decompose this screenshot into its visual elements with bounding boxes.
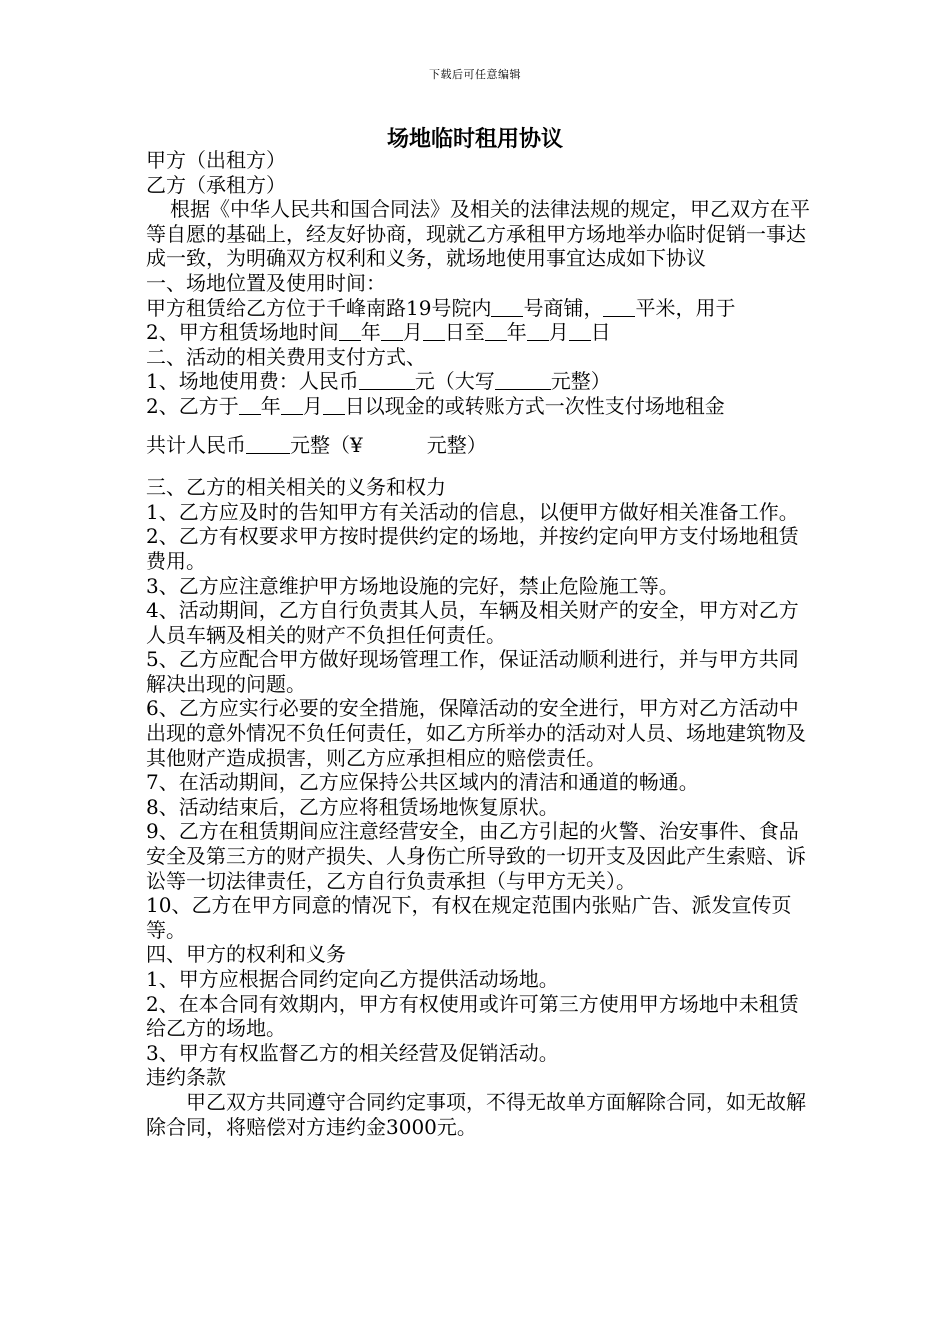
text-fragment: 元整）	[550, 369, 611, 394]
text-fragment: 日至	[444, 320, 485, 345]
text-fragment: 共计人民币	[146, 432, 246, 457]
section-3-item: 6、乙方应实行必要的安全措施，保障活动的安全进行，甲方对乙方活动中出现的意外情况不负任何责任，如乙方所举办的活动对人员、场地建筑物及其他财产造成损害，则乙方应承担相应的赔偿责任。	[146, 696, 806, 770]
section-4-item: 3、甲方有权监督乙方的相关经营及促销活动。	[146, 1040, 559, 1065]
document-body	[146, 148, 818, 1139]
fill-blank	[281, 396, 303, 415]
breach-heading: 违约条款	[146, 1065, 226, 1090]
fill-blank	[339, 322, 361, 341]
section-2-line-1	[146, 369, 818, 394]
document-title: 场地临时租用协议	[386, 126, 563, 152]
section-2-heading: 二、活动的相关费用支付方式、	[146, 344, 426, 369]
party-b-line: 乙方（承租方）	[146, 172, 286, 197]
section-3-item: 2、乙方有权要求甲方按时提供约定的场地，并按约定向甲方支付场地租赁费用。	[146, 524, 799, 573]
text-fragment: 元（大写	[414, 369, 495, 394]
text-fragment: 月	[302, 393, 323, 418]
text-fragment: 日以现金的或转账方式一次性支付场地租金	[344, 393, 725, 418]
section-4-item: 1、甲方应根据合同约定向乙方提供活动场地。	[146, 967, 559, 991]
fill-blank	[381, 322, 403, 341]
section-2-line-2	[146, 394, 818, 419]
fill-blank	[485, 322, 507, 341]
section-3-heading: 三、乙方的相关相关的义务和权力	[146, 475, 446, 500]
page-header-note: 下载后可任意编辑	[429, 68, 521, 81]
fill-blank	[603, 298, 635, 317]
section-3-item: 4、活动期间，乙方自行负责其人员，车辆及相关财产的安全，甲方对乙方人员车辆及相关的财产不负担任何责任。	[146, 598, 799, 647]
text-fragment: 平米，用于	[635, 295, 736, 320]
section-3-item: 10、乙方在甲方同意的情况下，有权在规定范围内张贴广告、派发宣传页等。	[146, 893, 792, 942]
section-3-item: 3、乙方应注意维护甲方场地设施的完好，禁止危险施工等。	[146, 573, 679, 598]
text-fragment: 年	[360, 320, 381, 345]
fill-blank	[423, 322, 445, 341]
text-fragment: 2、甲方租赁场地时间	[146, 320, 339, 345]
fill-blank	[239, 396, 261, 415]
text-fragment: 月	[548, 320, 569, 345]
text-fragment: 日	[590, 320, 611, 345]
text-fragment: 1、场地使用费：人民币	[146, 369, 359, 394]
fill-blank	[495, 371, 551, 390]
section-3-item: 8、活动结束后，乙方应将租赁场地恢复原状。	[146, 794, 559, 819]
fill-blank	[359, 371, 415, 390]
fill-blank	[491, 298, 523, 317]
section-2-line-3	[146, 433, 818, 458]
party-a-line: 甲方（出租方）	[146, 148, 286, 172]
section-4-heading: 四、甲方的权利和义务	[146, 942, 346, 967]
section-1-line-2	[146, 320, 818, 345]
fill-blank	[569, 322, 591, 341]
fill-blank	[323, 396, 345, 415]
text-fragment: 年	[260, 393, 281, 418]
section-3-item: 9、乙方在租赁期间应注意经营安全，由乙方引起的火警、治安事件、食品安全及第三方的财产损失、人身伤亡所导致的一切开支及因此产生索赔、诉讼等一切法律责任，乙方自行负责承担（与甲方无关）。	[146, 819, 806, 893]
section-4-item: 2、在本合同有效期内，甲方有权使用或许可第三方使用甲方场地中未租赁给乙方的场地。	[146, 991, 799, 1041]
text-fragment: 年	[506, 320, 527, 345]
text-fragment: 元整）	[426, 432, 487, 457]
section-3-item: 5、乙方应配合甲方做好现场管理工作，保证活动顺利进行，并与甲方共同解决出现的问题。	[146, 647, 799, 696]
text-fragment: 元整（¥	[290, 432, 363, 457]
section-1-heading: 一、场地位置及使用时间：	[146, 270, 386, 295]
text-fragment: 月	[402, 320, 423, 345]
intro-paragraph: 根据《中华人民共和国合同法》及相关的法律法规的规定，甲乙双方在平等自愿的基础上，经友好协商，现就乙方承租甲方场地举办临时促销一事达成一致，为明确双方权利和义务，就场地使用事宜达成如下协议	[146, 197, 810, 271]
fill-blank	[246, 435, 290, 454]
fill-blank	[527, 322, 549, 341]
text-fragment: 号商铺，	[523, 295, 604, 320]
section-3-item: 7、在活动期间，乙方应保持公共区域内的清洁和通道的畅通。	[146, 770, 699, 795]
text-fragment: 甲方租赁给乙方位于千峰南路19号院内	[146, 295, 492, 320]
section-1-line-1	[146, 296, 818, 321]
text-fragment: 2、乙方于	[146, 393, 239, 418]
breach-paragraph: 甲乙双方共同遵守合同约定事项，不得无故单方面解除合同，如无故解除合同，将赔偿对方违约金3000元。	[146, 1089, 806, 1139]
section-3-item: 1、乙方应及时的告知甲方有关活动的信息，以便甲方做好相关准备工作。	[146, 499, 799, 524]
